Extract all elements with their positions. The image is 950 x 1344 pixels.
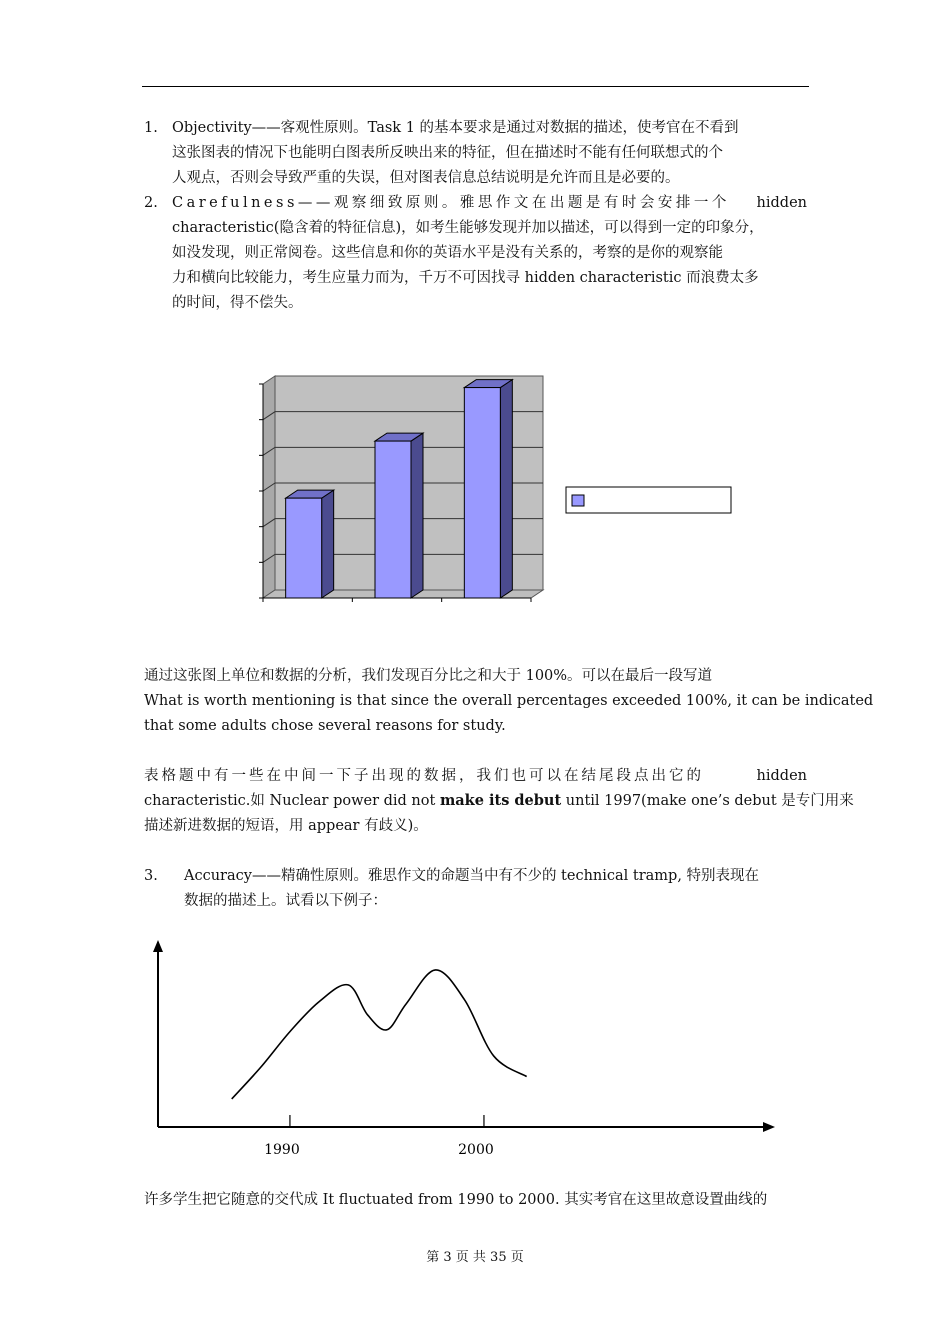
x-tick-label: 1990	[264, 1142, 300, 1158]
bar-side	[500, 380, 512, 598]
item-text-line: 数据的描述上。试看以下例子：	[184, 893, 387, 909]
header-rule	[142, 86, 809, 87]
paragraph-text-segment: until 1997(make one’s debut 是专门用来	[561, 793, 854, 809]
paragraph-line	[144, 789, 854, 814]
paragraph-line: that some adults chose several reasons for study.	[144, 718, 506, 734]
x-axis-arrow	[763, 1122, 775, 1132]
bold-phrase: make its debut	[439, 792, 562, 809]
item-text-segment: hidden	[756, 195, 807, 211]
item-text-line: 如没发现，则正常阅卷。这些信息和你的英语水平是没有关系的，考察的是你的观察能	[172, 245, 723, 261]
bar-chart	[250, 368, 750, 608]
bar-side	[322, 490, 334, 598]
item-text-line: Accuracy——精确性原则。雅思作文的命题当中有不少的 technical tramp, 特别表现在	[184, 868, 760, 884]
item-text-segment: Carefulness——观察细致原则。雅思作文在出题是有时会安排一个	[172, 195, 730, 211]
item-text-line: 人观点，否则会导致严重的失误，但对图表信息总结说明是允许而且是必要的。	[172, 170, 680, 186]
bar	[286, 490, 334, 598]
item-text-line	[172, 191, 807, 216]
bar-front	[286, 498, 322, 598]
item-text-line: 这张图表的情况下也能明白图表所反映出来的特征，但在描述时不能有任何联想式的个	[172, 145, 723, 161]
paragraph-line: What is worth mentioning is that since the overall percentages exceeded 100%, it can be indicated	[144, 693, 874, 709]
paragraph-line: 描述新进数据的短语，用 appear 有歧义)。	[144, 818, 428, 834]
x-tick-label: 2000	[458, 1142, 494, 1158]
y-axis-arrow	[153, 940, 163, 952]
paragraph-line: 许多学生把它随意的交代成 It fluctuated from 1990 to 2000. 其实考官在这里故意设置曲线的	[144, 1192, 768, 1208]
page-footer: 第 3 页 共 35 页	[426, 1250, 524, 1265]
bar	[375, 433, 423, 598]
item-number: 3.	[144, 868, 158, 884]
item-number: 2.	[144, 195, 158, 211]
legend-swatch	[572, 495, 584, 506]
paragraph-line	[144, 764, 807, 789]
series-line	[232, 970, 527, 1099]
bar-side	[411, 433, 423, 598]
paragraph-text-segment: 表格题中有一些在中间一下子出现的数据，我们也可以在结尾段点出它的	[144, 768, 704, 784]
paragraph-line: 通过这张图上单位和数据的分析，我们发现百分比之和大于 100%。可以在最后一段写道	[144, 668, 713, 684]
item-text-line: 力和横向比较能力，考生应量力而为，千万不可因找寻 hidden characteristic 而浪费太多	[172, 270, 759, 286]
item-text-line: characteristic(隐含着的特征信息)，如考生能够发现并加以描述，可以得到一定的印象分，	[172, 220, 764, 236]
paragraph-text-segment: hidden	[756, 768, 807, 784]
item-number: 1.	[144, 120, 158, 136]
bar	[464, 380, 512, 598]
line-chart	[140, 932, 790, 1164]
item-text-line: 的时间，得不偿失。	[172, 295, 303, 311]
bar-front	[464, 388, 500, 598]
legend	[566, 487, 731, 513]
legend-box	[566, 487, 731, 513]
item-text-line: Objectivity——客观性原则。Task 1 的基本要求是通过对数据的描述，使考官在不看到	[172, 120, 739, 136]
paragraph-text-segment: characteristic.如 Nuclear power did not	[144, 793, 440, 809]
bar-front	[375, 441, 411, 598]
